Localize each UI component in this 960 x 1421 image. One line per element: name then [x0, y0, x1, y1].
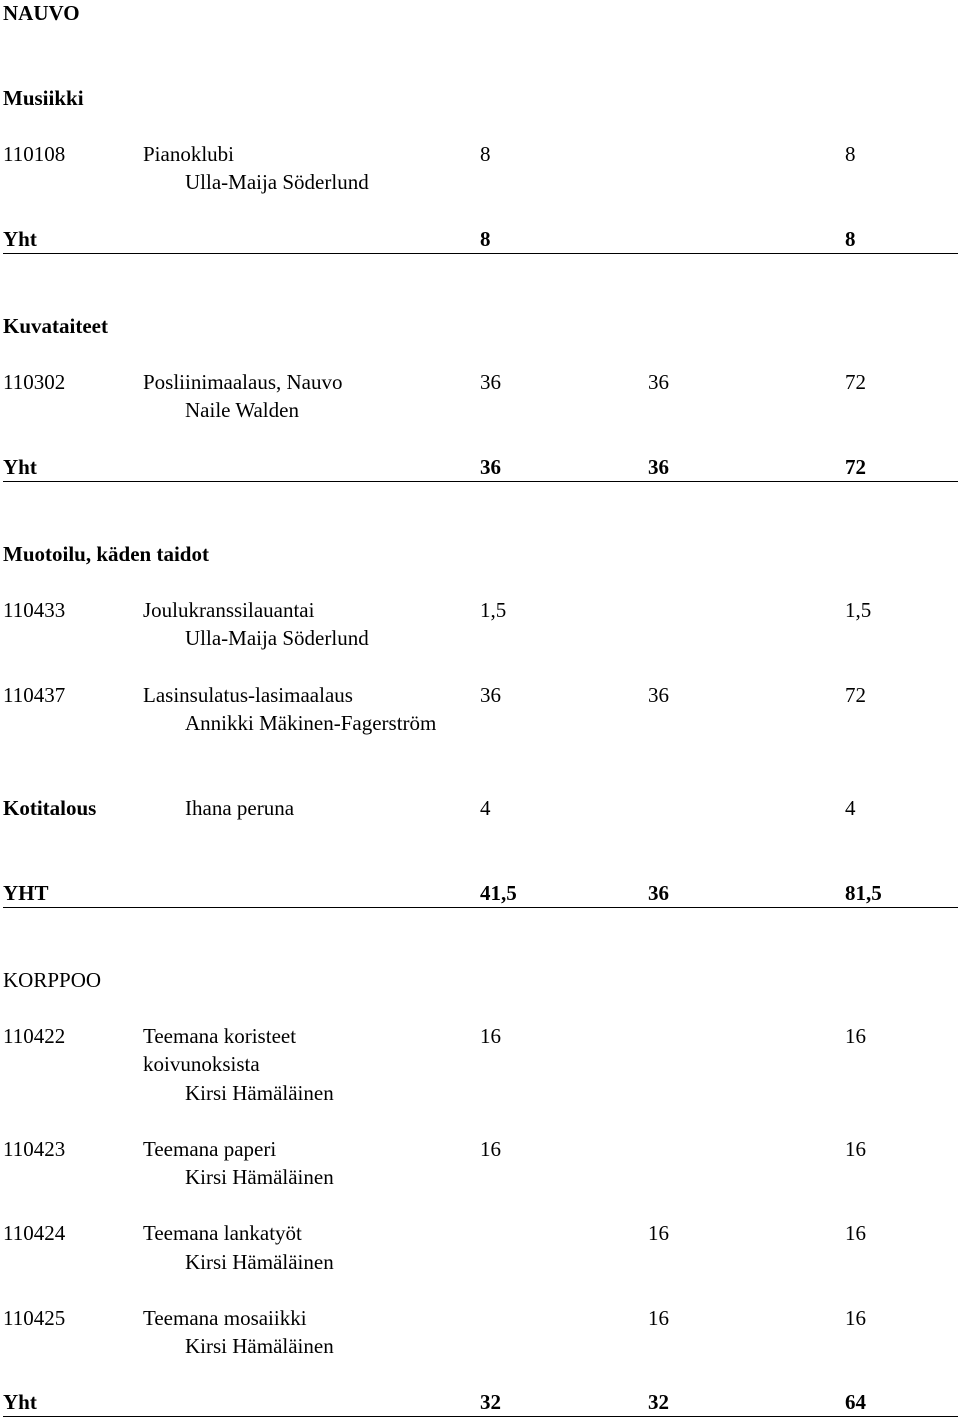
course-code: 110437	[3, 683, 66, 707]
category-heading-muotoilu: Muotoilu, käden taidot	[3, 542, 209, 566]
grand-total-col1: 41,5	[480, 881, 517, 905]
subtotal-total: 8	[845, 227, 856, 251]
course-name-continued: koivunoksista	[143, 1052, 260, 1076]
course-name: Teemana koristeet	[143, 1024, 297, 1048]
hours-col2: 16	[648, 1306, 669, 1330]
hours-col1: 16	[480, 1024, 501, 1048]
hours-col1: 16	[480, 1137, 501, 1161]
course-name: Teemana paperi	[143, 1137, 277, 1161]
subtotal-col2: 36	[648, 455, 669, 479]
category-heading-musiikki: Musiikki	[3, 86, 84, 110]
hours-col1: 36	[480, 370, 501, 394]
course-name: Posliinimaalaus, Nauvo	[143, 370, 343, 394]
subtotal-col1: 8	[480, 227, 491, 251]
subtotal-label: Yht	[3, 1390, 37, 1414]
course-code: 110424	[3, 1221, 66, 1245]
hours-col1: 36	[480, 683, 501, 707]
subtotal-total: 72	[845, 455, 866, 479]
course-name: Pianoklubi	[143, 142, 235, 166]
course-code: 110423	[3, 1137, 66, 1161]
category-label-kotitalous: Kotitalous	[3, 796, 97, 820]
hours-total: 72	[845, 683, 866, 707]
subtotal-col1: 36	[480, 455, 501, 479]
divider	[3, 907, 958, 908]
subtotal-col2: 32	[648, 1390, 669, 1414]
divider	[3, 1416, 958, 1417]
course-teacher: Naile Walden	[185, 398, 299, 422]
hours-total: 4	[845, 796, 856, 820]
subtotal-total: 64	[845, 1390, 866, 1414]
course-name: Joulukranssilauantai	[143, 598, 315, 622]
section-title-nauvo: NAUVO	[3, 1, 80, 25]
course-name: Ihana peruna	[185, 796, 295, 820]
course-code: 110302	[3, 370, 66, 394]
hours-col2: 36	[648, 370, 669, 394]
course-name: Teemana mosaiikki	[143, 1306, 307, 1330]
hours-col2: 16	[648, 1221, 669, 1245]
course-code: 110108	[3, 142, 66, 166]
hours-total: 8	[845, 142, 856, 166]
hours-total: 16	[845, 1306, 866, 1330]
hours-col1: 1,5	[480, 598, 507, 622]
divider	[3, 481, 958, 482]
section-title-korppoo: KORPPOO	[3, 968, 102, 992]
grand-total-col2: 36	[648, 881, 669, 905]
subtotal-label: Yht	[3, 455, 37, 479]
hours-total: 16	[845, 1137, 866, 1161]
course-code: 110425	[3, 1306, 66, 1330]
hours-total: 16	[845, 1221, 866, 1245]
subtotal-label: Yht	[3, 227, 37, 251]
category-heading-kuvataiteet: Kuvataiteet	[3, 314, 108, 338]
course-teacher: Annikki Mäkinen-Fagerström	[185, 711, 437, 735]
grand-total-label: YHT	[3, 881, 49, 905]
course-code: 110433	[3, 598, 66, 622]
hours-col1: 4	[480, 796, 491, 820]
hours-total: 72	[845, 370, 866, 394]
course-teacher: Kirsi Hämäläinen	[185, 1250, 334, 1274]
hours-total: 16	[845, 1024, 866, 1048]
course-teacher: Kirsi Hämäläinen	[185, 1081, 334, 1105]
hours-total: 1,5	[845, 598, 872, 622]
course-name: Lasinsulatus-lasimaalaus	[143, 683, 353, 707]
divider	[3, 253, 958, 254]
grand-total-total: 81,5	[845, 881, 882, 905]
hours-col2: 36	[648, 683, 669, 707]
subtotal-col1: 32	[480, 1390, 501, 1414]
course-teacher: Kirsi Hämäläinen	[185, 1165, 334, 1189]
course-teacher: Kirsi Hämäläinen	[185, 1334, 334, 1358]
course-teacher: Ulla-Maija Söderlund	[185, 626, 369, 650]
course-name: Teemana lankatyöt	[143, 1221, 302, 1245]
course-teacher: Ulla-Maija Söderlund	[185, 170, 369, 194]
course-code: 110422	[3, 1024, 66, 1048]
hours-col1: 8	[480, 142, 491, 166]
